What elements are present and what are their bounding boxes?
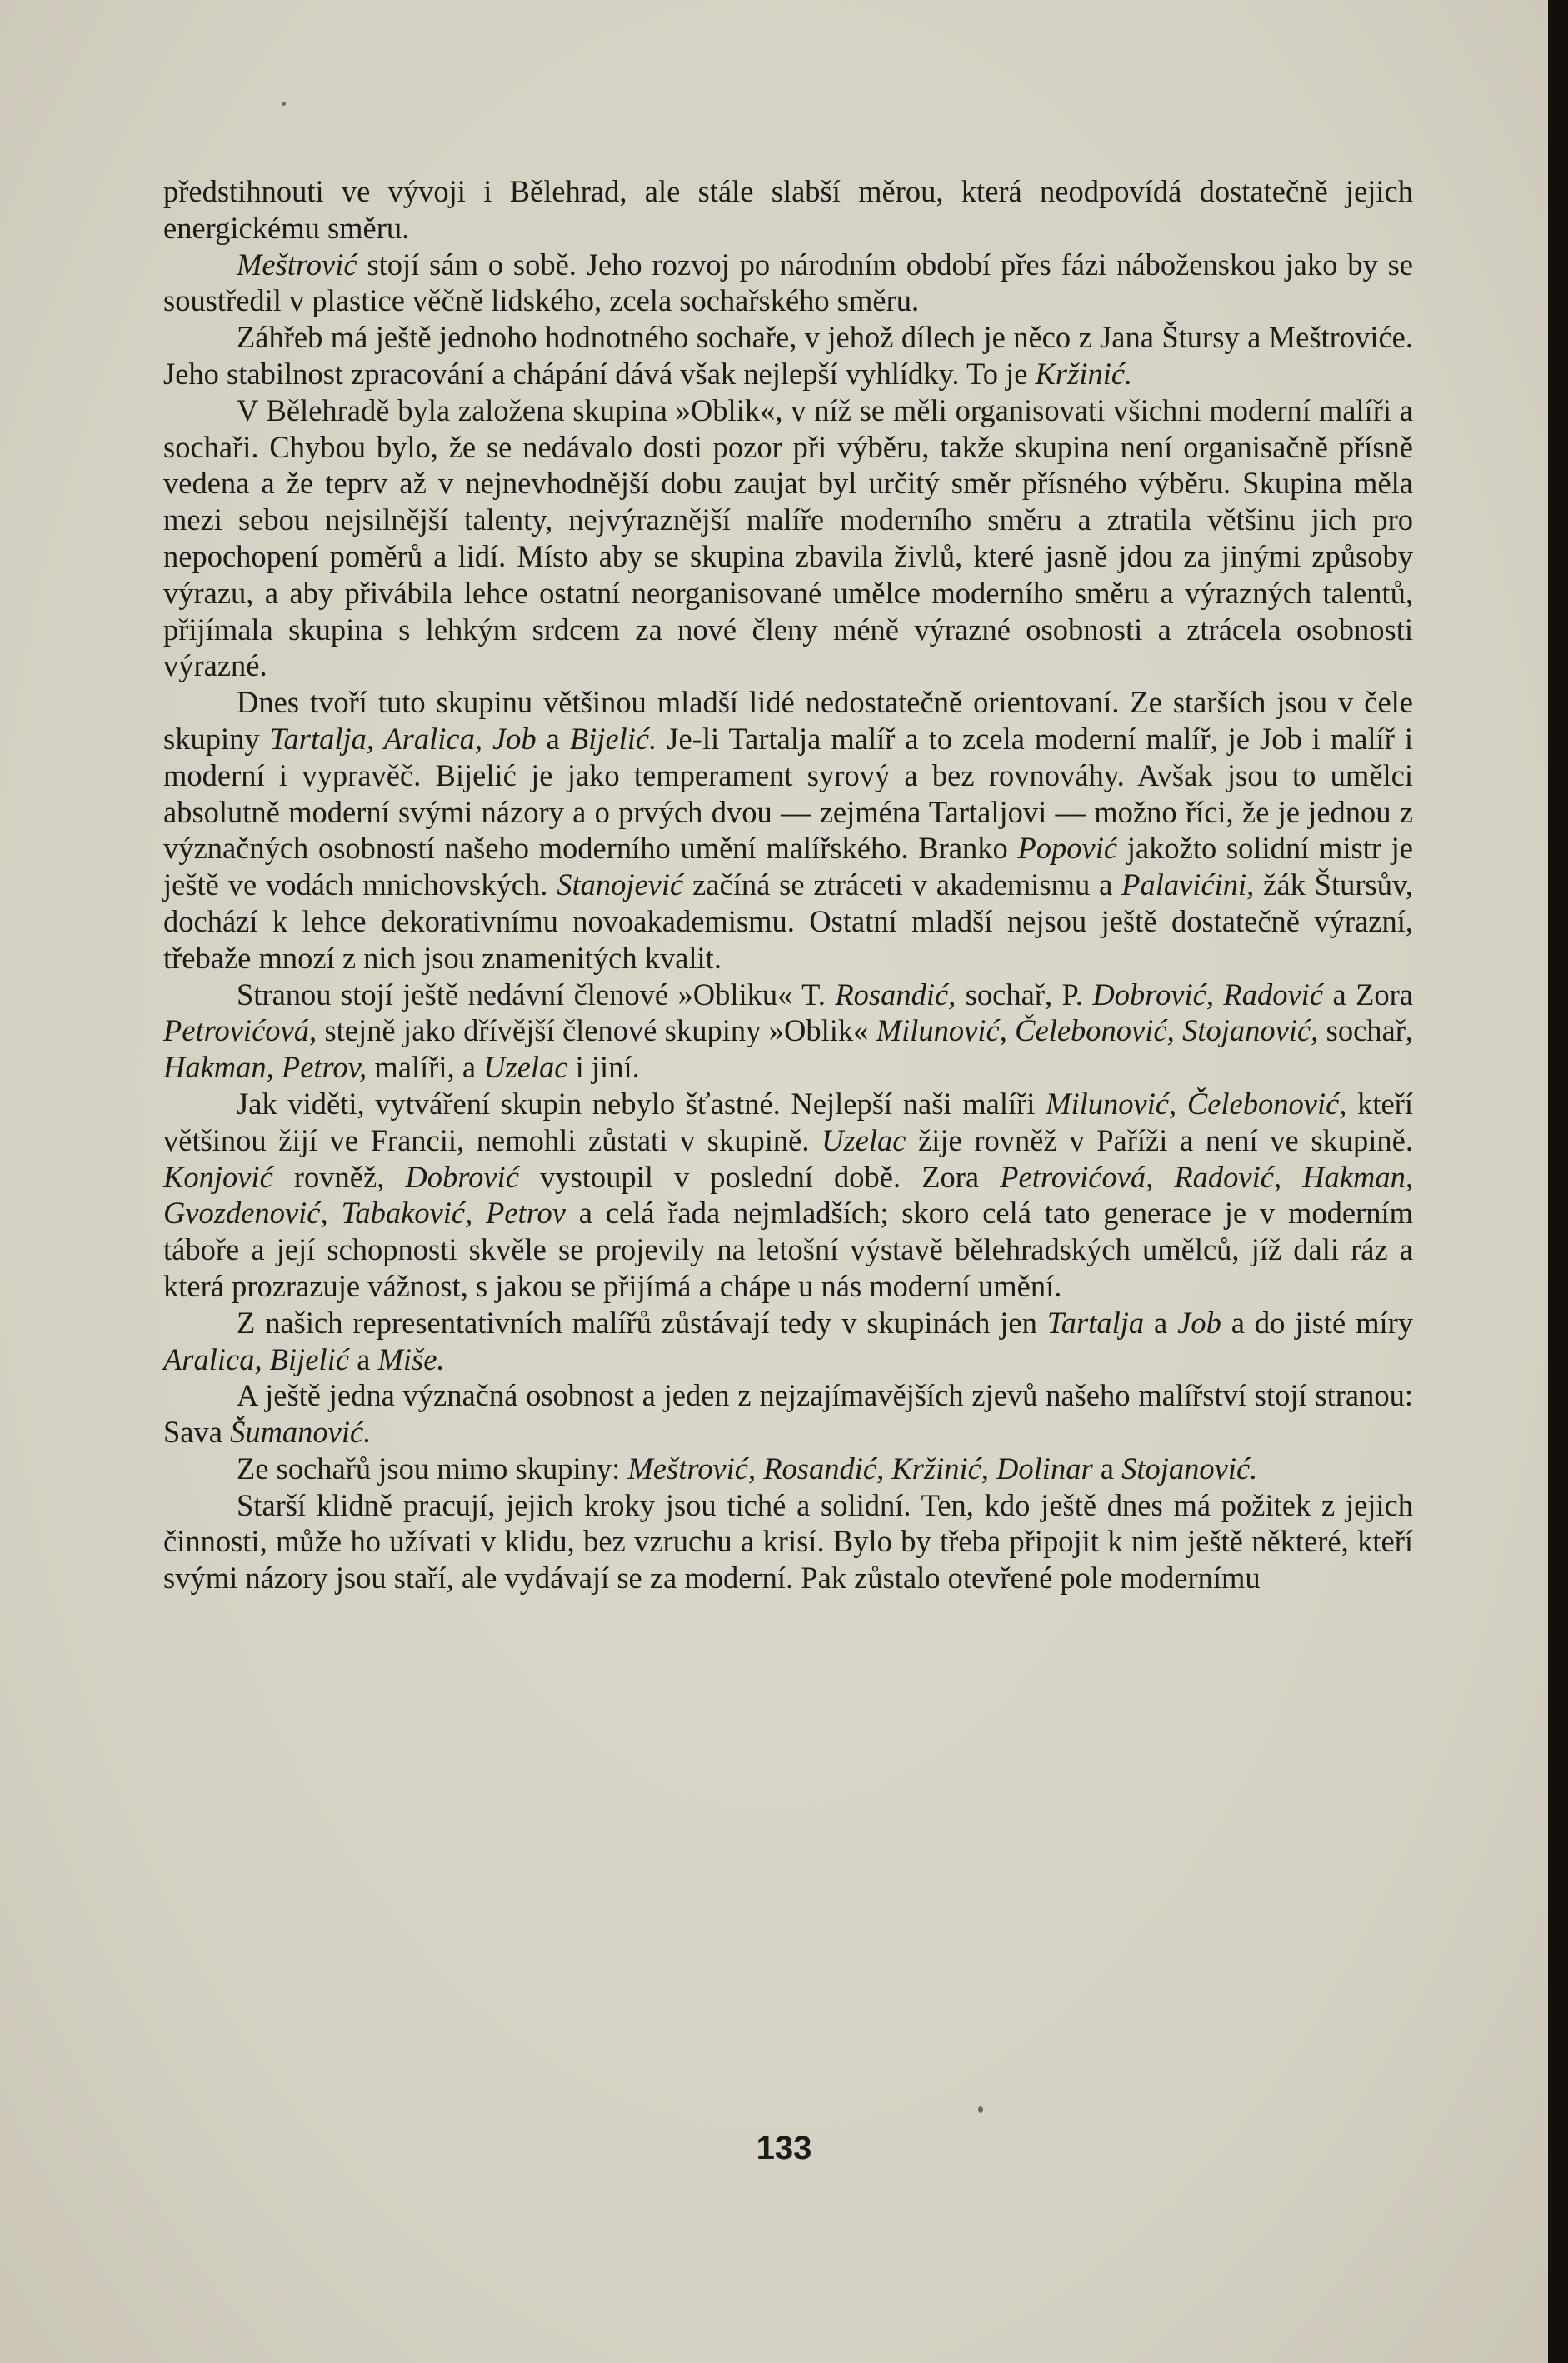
italic-name: Bijelić. <box>569 721 657 756</box>
paragraph <box>163 977 1413 1086</box>
italic-name: Miše. <box>377 1341 445 1376</box>
paragraph <box>163 173 1413 247</box>
text-run: Je-li Tartalja malíř a to zcela moderní malíř, je Job i malíř i moderní i vypravěč. Bijelić je jako temperament syrový a bez rovnováhy. Avšak jsou to umělci absolutně moderní svými názory a o prvých dvou — zejména Tartaljovi — možno říci, že je jednou z význačných osobností našeho moderního umění malířského. Branko <box>163 721 1413 866</box>
italic-name: Palavićini, <box>1121 867 1255 902</box>
text-run: sochař, P. <box>956 977 1093 1012</box>
text-run: a celá řada nejmladších; skoro celá tato generace je v moderním táboře a její schopnosti skvěle se projevily na letošní výstavě bělehradských umělců, jíž dali ráz a která prozrazuje vážnost, s jakou se přijímá a chápe u nás moderní umění. <box>163 1196 1413 1303</box>
text-run: kteří většinou žijí ve Francii, nemohli zůstati v skupině. <box>163 1086 1413 1157</box>
italic-name: Dobrović, Radović <box>1092 977 1324 1012</box>
italic-name: Kržinić. <box>1035 356 1133 391</box>
text-run: Jak viděti, vytváření skupin nebylo šťastné. Nejlepší naši malíři <box>237 1086 1046 1121</box>
text-run: a <box>349 1341 378 1376</box>
paragraph <box>163 1451 1413 1487</box>
paper-speck <box>978 2106 983 2113</box>
text-run: žák Štursův, dochází k lehce dekorativnímu novoakademismu. Ostatní mladší nejsou ještě dostatečně výrazní, třebaže mnozí z nich jsou znamenitých kvalit. <box>163 867 1413 975</box>
paragraph <box>163 684 1413 976</box>
italic-name: Dobrović <box>405 1159 519 1194</box>
italic-name: Popović <box>1017 831 1118 866</box>
paragraph <box>163 1487 1413 1596</box>
text-run: A ještě jedna význačná osobnost a jeden z nejzajímavějších zjevů našeho malířství stojí stranou: Sava <box>163 1378 1413 1450</box>
text-run: vystoupil v poslední době. Zora <box>518 1159 1001 1194</box>
page-edge-shadow <box>1548 0 1568 2363</box>
text-run: sochař, <box>1318 1013 1413 1048</box>
text-run: Ze sochařů jsou mimo skupiny: <box>237 1451 628 1486</box>
paragraph <box>163 1377 1413 1451</box>
italic-name: Uzelac <box>483 1050 568 1085</box>
italic-name: Meštrović <box>237 247 357 282</box>
text-run: předstihnouti ve vývoji i Bělehrad, ale stále slabší měrou, která neodpovídá dostatečně jejich energickému směru. <box>163 174 1413 245</box>
italic-name: Tartalja, Aralica, Job <box>269 721 537 756</box>
text-run: Starší klidně pracují, jejich kroky jsou tiché a solidní. Ten, kdo ještě dnes má požitek z jejich činnosti, může ho užívati v klidu, bez vzruchu a krisí. Bylo by třeba připojit k nim ještě některé, kteří svými názory jsou staří, ale vydávají se za moderní. Pak zůstalo otevřené pole modernímu <box>163 1487 1413 1596</box>
italic-name: Šumanović. <box>230 1415 372 1450</box>
text-run: a <box>536 721 570 756</box>
italic-name: Milunović, Čelebonović, <box>1046 1086 1347 1121</box>
text-run: rovněž, <box>272 1159 406 1194</box>
italic-name: Milunović, Čelebonović, Stojanović, <box>876 1013 1319 1048</box>
italic-name: Aralica, Bijelić <box>163 1341 349 1376</box>
text-run: Z našich representativních malířů zůstávají tedy v skupinách jen <box>237 1305 1047 1340</box>
text-run: stejně jako dřívější členové skupiny »Oblik« <box>317 1013 876 1048</box>
paragraph <box>163 392 1413 684</box>
text-run: jakožto solidní mistr je ještě ve vodách mnichovských. <box>163 831 1413 902</box>
text-run: Stranou stojí ještě nedávní členové »Obliku« T. <box>237 977 836 1012</box>
paragraph <box>163 1305 1413 1378</box>
italic-name: Meštrović, Rosandić, Kržinić, Dolinar <box>627 1451 1093 1486</box>
paper-speck <box>282 102 286 106</box>
text-run: Záhřeb má ještě jednoho hodnotného sochaře, v jehož dílech je něco z Jana Štursy a Meštroviće. Jeho stabilnost zpracování a chápání dává však nejlepší vyhlídky. To je <box>163 320 1413 391</box>
page-number: 133 <box>756 2130 812 2166</box>
text-run: žije rovněž v Paříži a není ve skupině. <box>906 1122 1413 1157</box>
italic-name: Konjović <box>163 1159 273 1194</box>
italic-name: Tartalja <box>1046 1305 1145 1340</box>
body-text <box>163 173 1413 1596</box>
italic-name: Job <box>1177 1305 1221 1340</box>
text-run: a do jisté míry <box>1221 1305 1414 1340</box>
italic-name: Uzelac <box>821 1122 906 1157</box>
text-run: stojí sám o sobě. Jeho rozvoj po národním období přes fázi náboženskou jako by se soustředil v plastice věčně lidského, zcela sochařského směru. <box>163 247 1413 318</box>
text-run: V Bělehradě byla založena skupina »Oblik«, v níž se měli organisovati všichni moderní malíři a sochaři. Chybou bylo, že se nedávalo dosti pozor při výběru, takže skupina není organisačně přísně vedena a že teprv až v nejnevhodnější dobu zaujat byl určitý směr přísného výběru. Skupina měla mezi sebou nejsilnější talenty, nejvýraznější malíře moderního směru a ztratila většinu jich pro nepochopení poměrů a lidí. Místo aby se skupina zbavila živlů, které jasně jdou za jinými způsoby výrazu, a aby přivábila lehce ostatní neorganisované umělce moderního směru a výrazných talentů, přijímala skupina s lehkým srdcem za nové členy méně výrazné osobnosti a ztrácela osobnosti výrazné. <box>163 392 1413 683</box>
paragraph <box>163 247 1413 320</box>
paragraph <box>163 1086 1413 1305</box>
italic-name: Stojanović. <box>1121 1451 1258 1486</box>
paragraph <box>163 319 1413 392</box>
text-run: a <box>1144 1305 1178 1340</box>
italic-name: Hakman, Petrov, <box>163 1050 367 1085</box>
text-run: a Zora <box>1323 977 1414 1012</box>
italic-name: Rosandić, <box>835 977 956 1012</box>
text-run: malíři, a <box>367 1050 484 1085</box>
italic-name: Petrovićová, <box>163 1013 317 1048</box>
text-run: Dnes tvoří tuto skupinu většinou mladší lidé nedostatečně orientovaní. Ze starších jsou v čele skupiny <box>163 685 1413 756</box>
text-run: začíná se ztráceti v akademismu a <box>683 867 1122 902</box>
text-run: i jiní. <box>567 1050 640 1085</box>
italic-name: Stanojević <box>557 867 684 902</box>
italic-name: Petrovićová, Radović, Hakman, Gvozdenović, Tabaković, Petrov <box>163 1159 1413 1231</box>
text-run: a <box>1092 1451 1122 1486</box>
